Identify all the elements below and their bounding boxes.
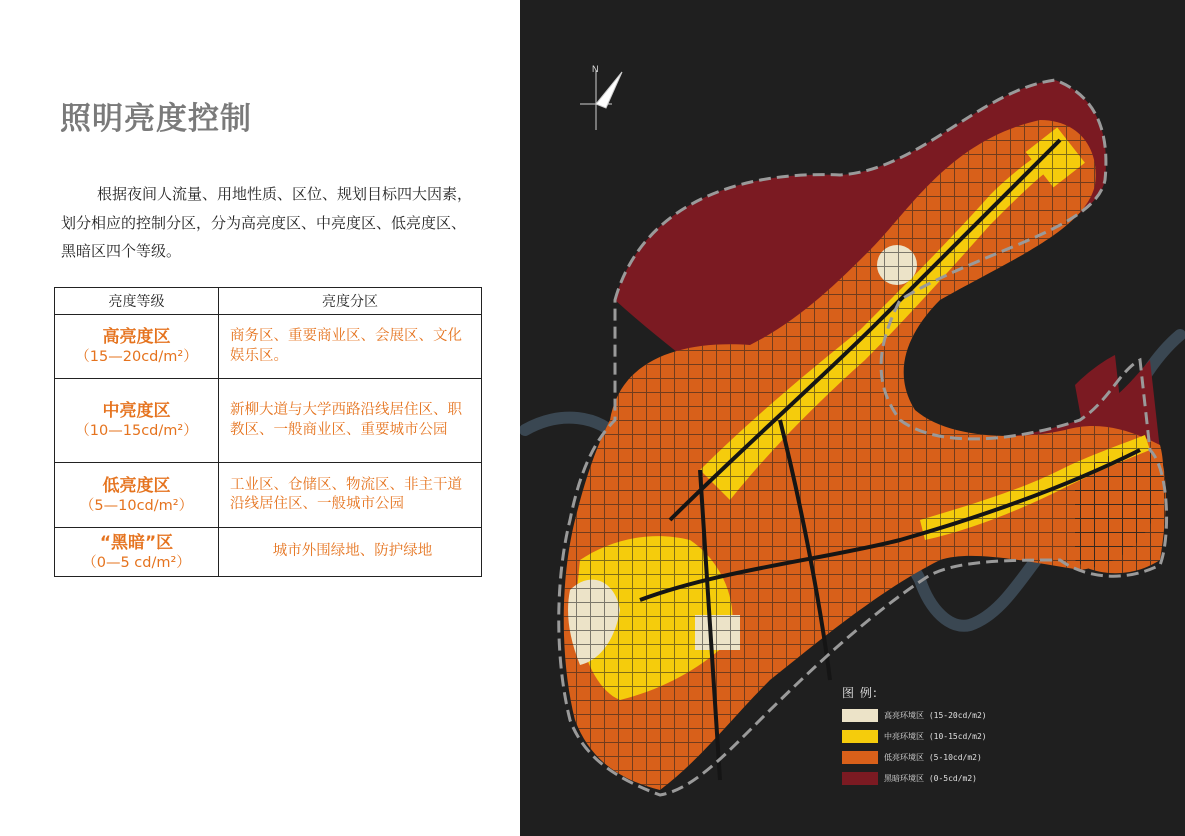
legend-swatch [842, 730, 878, 743]
zone-description: 工业区、仓储区、物流区、非主干道沿线居住区、一般城市公园 [219, 463, 482, 528]
text-panel [0, 0, 520, 836]
legend-item [842, 771, 977, 785]
table-header-row [55, 288, 482, 315]
level-range: （0—5 cd/m²） [82, 554, 191, 571]
legend-title: 图 例: [842, 686, 878, 700]
zone-description: 新柳大道与大学西路沿线居住区、职教区、一般商业区、重要城市公园 [219, 379, 482, 463]
legend-swatch [842, 772, 878, 785]
level-name: 高亮度区 [102, 327, 171, 347]
north-arrow-icon [580, 64, 622, 130]
legend-label: 低亮环境区 (5-10cd/m2) [884, 752, 982, 762]
zone-description: 商务区、重要商业区、会展区、文化娱乐区。 [219, 315, 482, 379]
legend-label: 黑暗环境区 (0-5cd/m2) [884, 773, 977, 783]
level-name: 低亮度区 [102, 475, 171, 496]
table-row [55, 528, 482, 577]
table-row [55, 315, 482, 379]
legend-label: 高亮环境区 (15-20cd/m2) [884, 710, 987, 720]
map-panel [520, 0, 1185, 836]
intro-paragraph: 根据夜间人流量、用地性质、区位、规划目标四大因素，划分相应的控制分区，分为高亮度区、中亮度区、低亮度区、黑暗区四个等级。 [61, 185, 473, 260]
level-cell [55, 463, 219, 528]
table-row [55, 379, 482, 463]
level-name: 中亮度区 [102, 401, 171, 421]
legend-label: 中亮环境区 (10-15cd/m2) [884, 731, 987, 741]
level-cell [55, 528, 219, 577]
header-level: 亮度等级 [55, 288, 219, 315]
level-cell [55, 379, 219, 463]
level-cell [55, 315, 219, 379]
level-name: “黑暗”区 [99, 532, 174, 553]
level-range: （10—15cd/m²） [75, 423, 198, 439]
level-range: （5—10cd/m²） [79, 497, 194, 514]
page-title: 照明亮度控制 [60, 101, 252, 137]
north-label: N [592, 64, 599, 74]
legend-item [842, 708, 987, 722]
header-zone: 亮度分区 [219, 288, 482, 315]
legend-swatch [842, 709, 878, 722]
legend-item [842, 750, 982, 764]
level-range: （15—20cd/m²） [75, 349, 198, 365]
zone-description: 城市外围绿地、防护绿地 [219, 528, 482, 577]
legend-item [842, 729, 987, 743]
table-row [55, 463, 482, 528]
road-grid [1075, 451, 1166, 573]
legend-swatch [842, 751, 878, 764]
brightness-table [54, 287, 482, 577]
